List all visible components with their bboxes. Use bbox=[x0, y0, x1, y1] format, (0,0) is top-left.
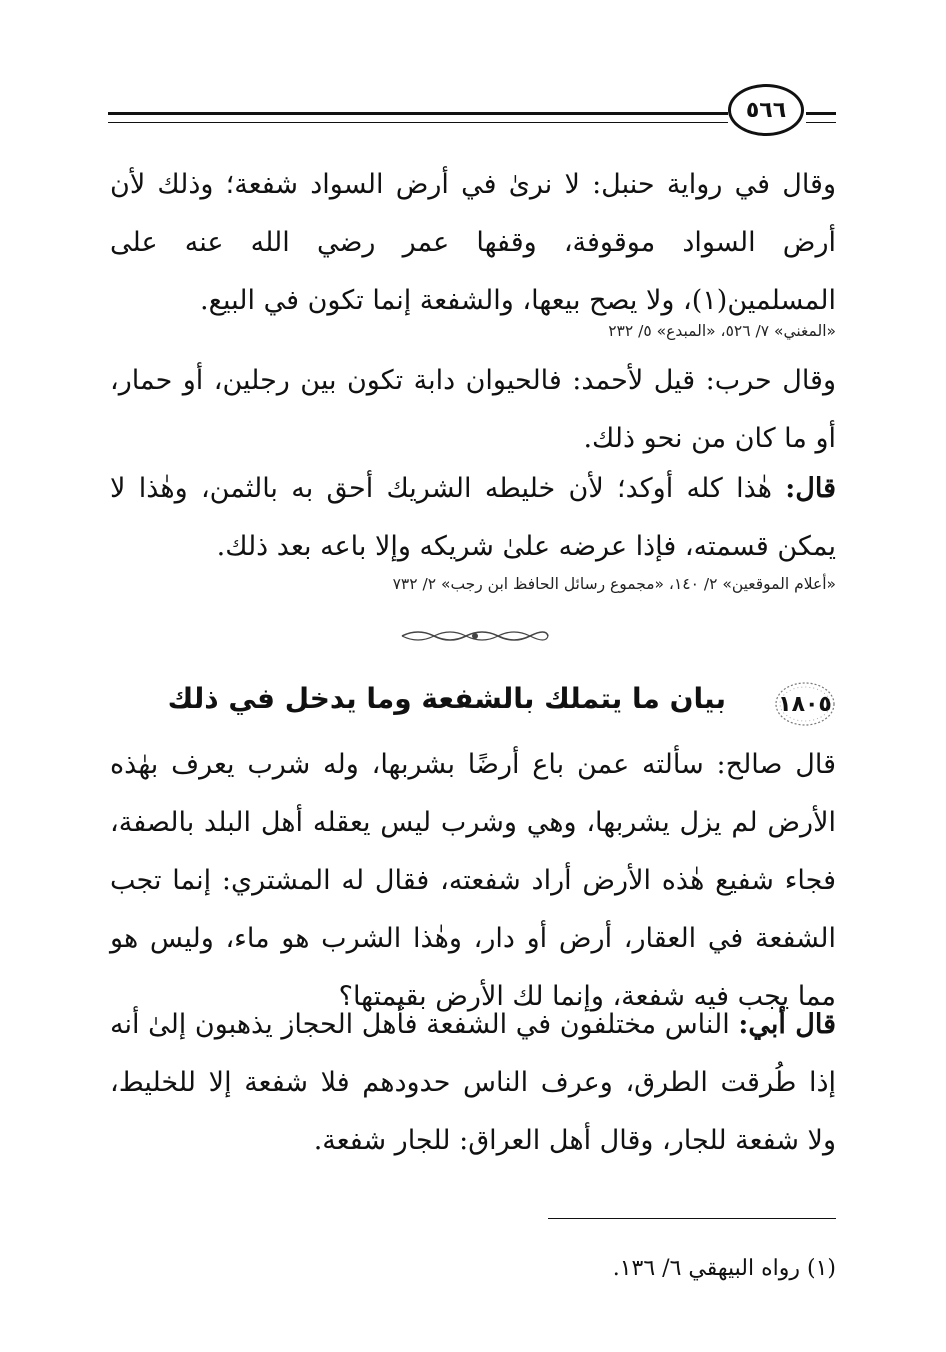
header-rule-end bbox=[806, 112, 836, 123]
header-rule bbox=[108, 112, 728, 123]
paragraph-answer bbox=[110, 996, 836, 1170]
paragraph-hanbal: وقال في رواية حنبل: لا نرىٰ في أرض السواد شفعة؛ وذلك لأن أرض السواد موقوفة، وقفها عمر رضي الله عنه على المسلمين(١)، ولا يصح بيعها، والشفعة إنما تكون في البيع. bbox=[110, 169, 836, 316]
paragraph-harb: وقال حرب: قيل لأحمد: فالحيوان دابة تكون بين رجلين، أو حمار، أو ما كان من نحو ذلك. bbox=[110, 365, 836, 454]
paragraph-text: هٰذا كله أوكد؛ لأن خليطه الشريك أحق به بالثمن، وهٰذا لا يمكن قسمته، فإذا عرضه علىٰ شريكه وإلا باعه بعد ذلك. bbox=[110, 473, 836, 562]
paragraph-salih: قال صالح: سألته عمن باع أرضًا بشربها، وله شرب يعرف بهٰذه الأرض لم يزل يشربها، وهي وشرب ليس يعقله أهل البلد بالصفة، فجاء شفيع هٰذه الأرض أراد شفعته، فقال له المشتري: إنما تجب الشفعة في العقار، أرض أو دار، وهٰذا الشرب هو ماء، وليس هو مما يجب فيه شفعة، وإنما لك الأرض بقيمتها؟ bbox=[110, 749, 836, 1012]
footnote-rule bbox=[548, 1218, 836, 1219]
section-divider-ornament bbox=[398, 626, 552, 646]
speaker-label: قال: bbox=[785, 473, 836, 504]
speaker-label: قال أبي: bbox=[738, 1009, 836, 1040]
section-heading bbox=[110, 674, 836, 734]
source-reference: «المغني» ٧/ ٥٢٦، «المبدع» ٥/ ٢٣٢ bbox=[608, 322, 836, 340]
source-reference: «أعلام الموقعين» ٢/ ١٤٠، «مجموع رسائل الحافظ ابن رجب» ٢/ ٧٣٢ bbox=[392, 575, 836, 593]
paragraph-text: الناس مختلفون في الشفعة فأهل الحجاز يذهبون إلىٰ أنه إذا طُرقت الطرق، وعرف الناس حدودهم فلا شفعة إلا للخليط، ولا شفعة للجار، وقال أهل العراق: للجار شفعة. bbox=[110, 1009, 836, 1156]
footnote: (١) رواه البيهقي ٦/ ١٣٦. bbox=[612, 1256, 836, 1281]
paragraph-answer bbox=[110, 460, 836, 576]
section-title: بيان ما يتملك بالشفعة وما يدخل في ذلك bbox=[167, 682, 726, 715]
section-number-badge bbox=[774, 680, 836, 728]
page-header bbox=[108, 78, 836, 134]
section-number: ١٨٠٥ bbox=[778, 691, 832, 717]
page-number: ٥٦٦ bbox=[728, 84, 804, 136]
